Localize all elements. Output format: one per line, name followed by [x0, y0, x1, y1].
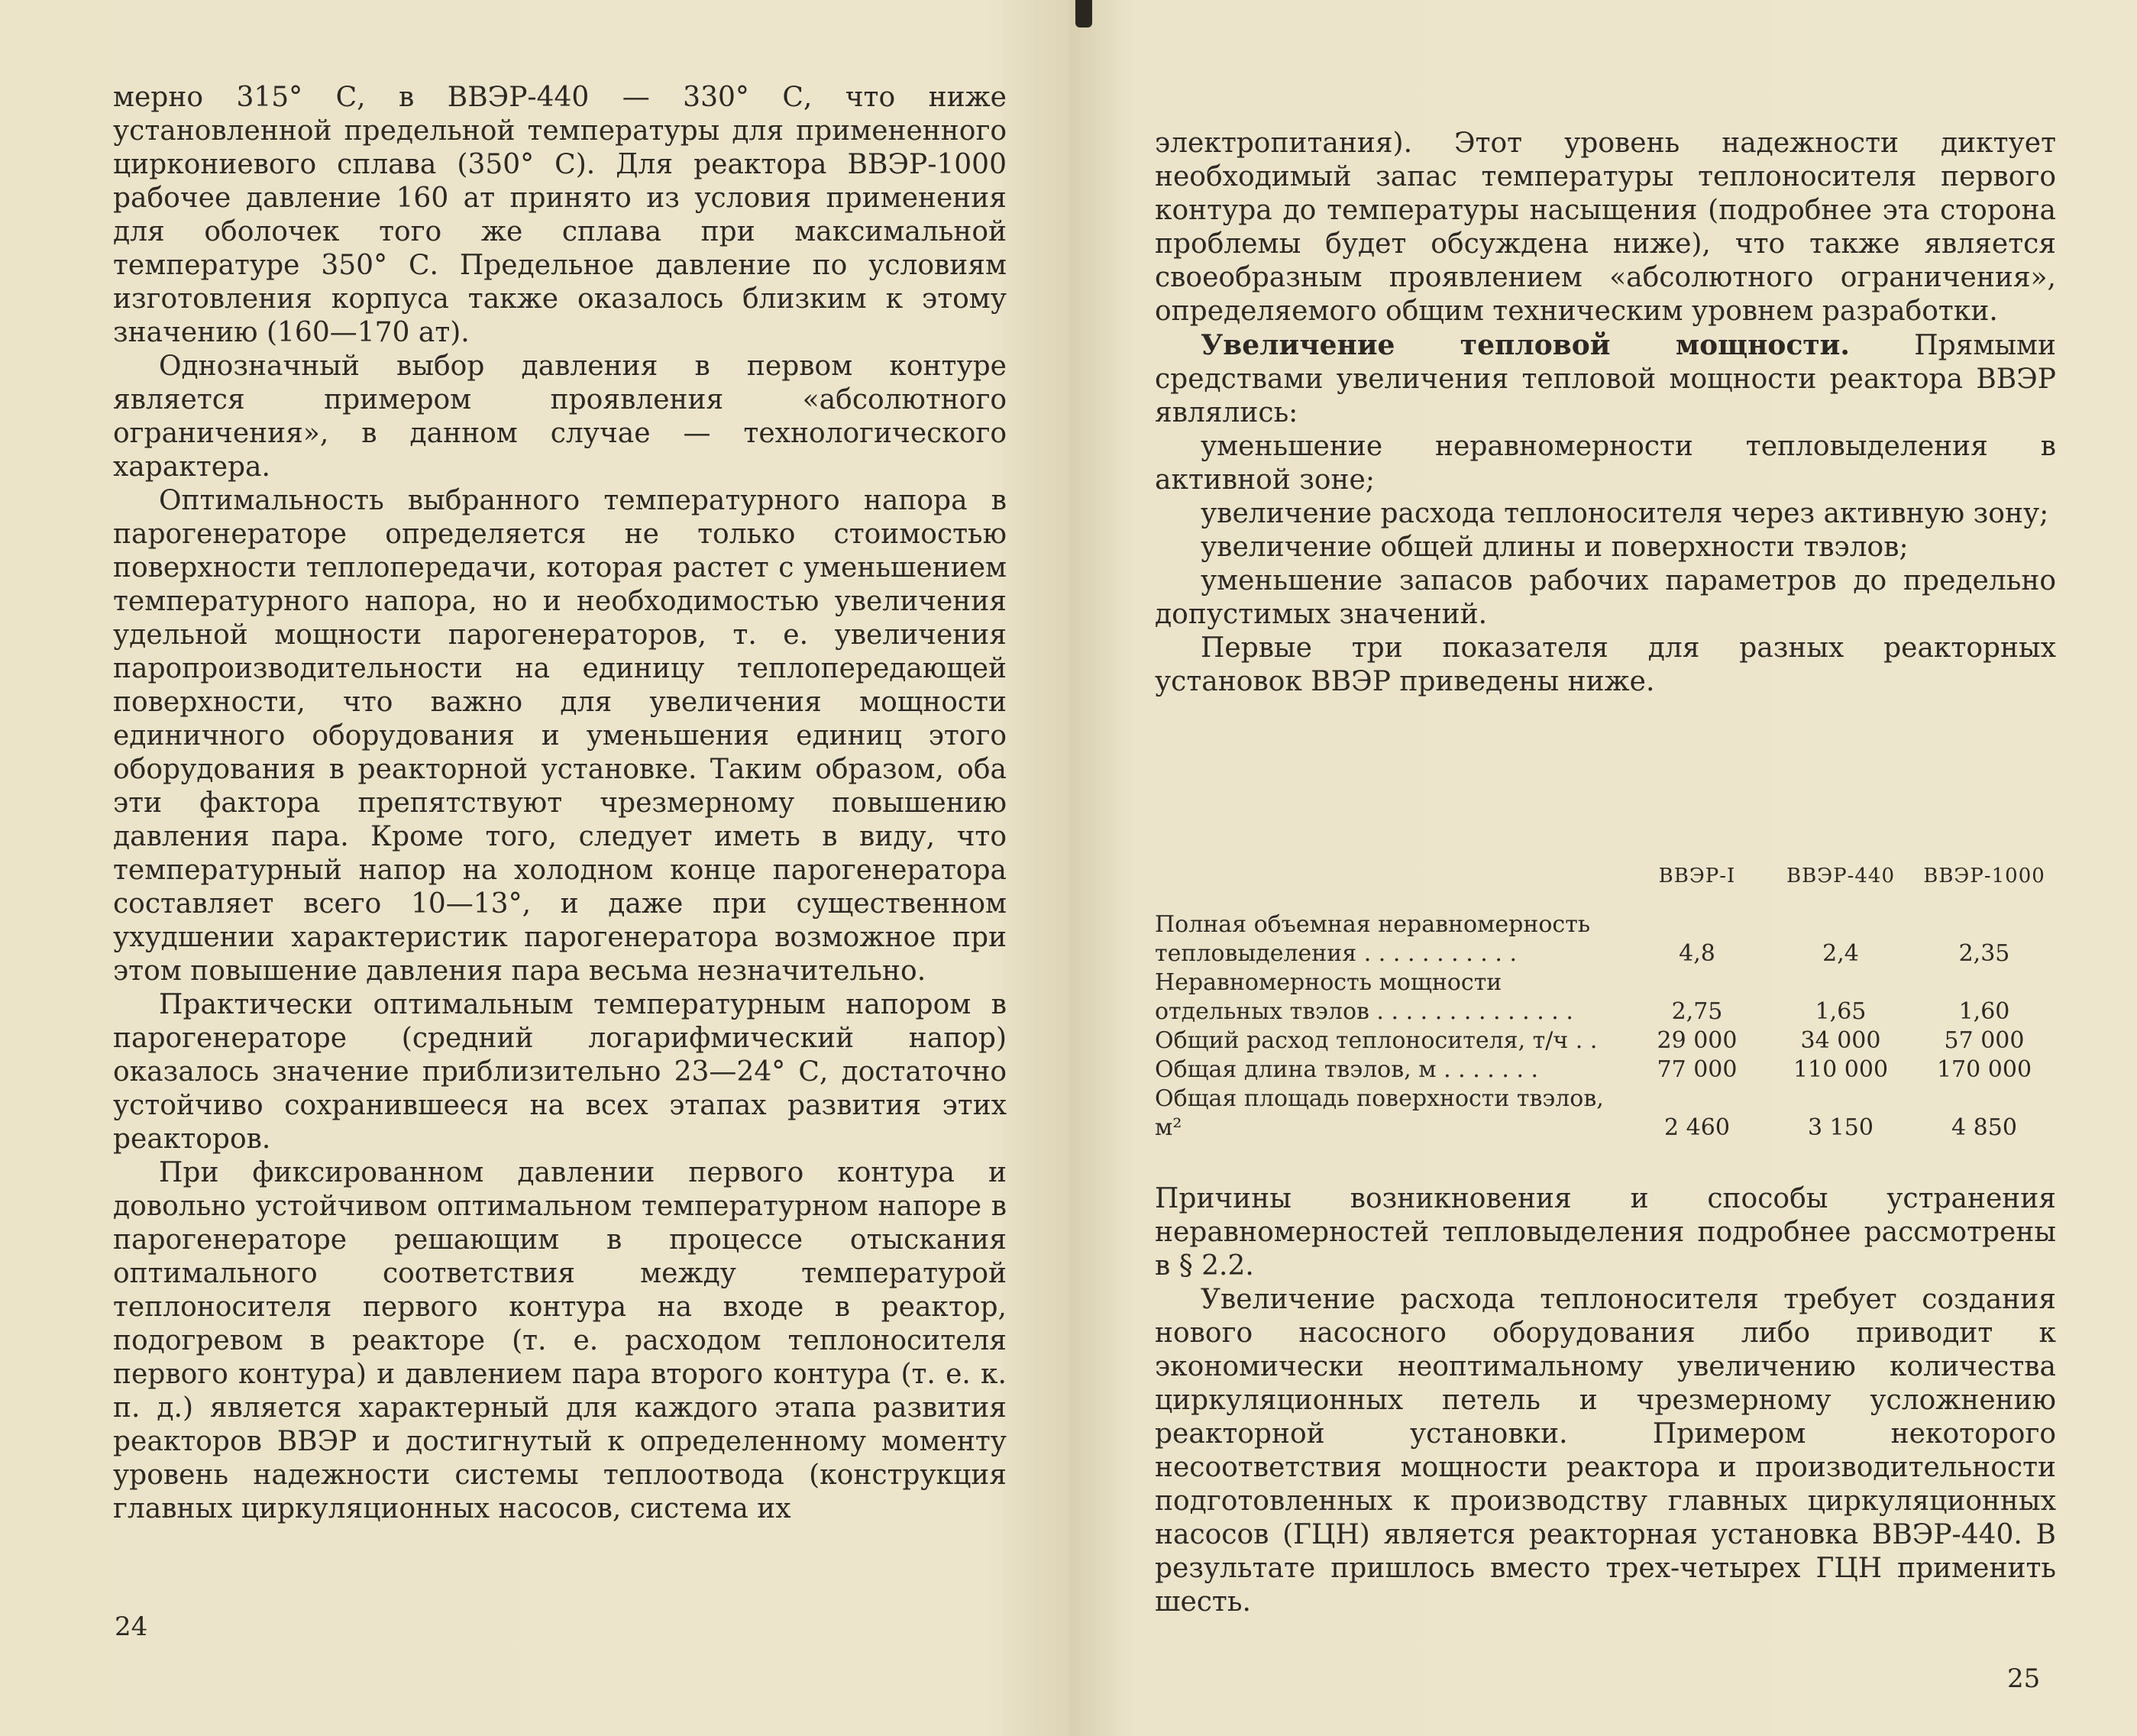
table-row-label: Общая площадь поверхности твэлов, м²: [1155, 1085, 1604, 1141]
left-paragraph-2: Однозначный выбор давления в первом контуре является примером проявления «абсолютного ограничения», в данном случае — технологического характера.: [113, 351, 1007, 483]
page-number-left: 24: [115, 1612, 148, 1642]
list-item-2: увеличение расхода теплоносителя через активную зону;: [1201, 498, 2049, 529]
table-row: [1155, 1056, 2056, 1085]
right-page-top-text: [1155, 127, 2056, 699]
table-cell: 4,8: [1679, 940, 1715, 967]
right-top-paragraph: электропитания). Этот уровень надежности диктует необходимый запас температуры теплоносителя первого контура до температуры насыщения (подробнее эта сторона проблемы будет обсуждена ниже), что также является своеобразным проявлением «абсолютного ограничения», определяемого общим техническим уровнем разработки.: [1155, 128, 2056, 327]
table-cell: 2,4: [1822, 940, 1859, 967]
table-cell: 3 150: [1808, 1114, 1874, 1141]
table-row-label: Общая длина твэлов, м . . . . . . .: [1155, 1056, 1539, 1083]
list-item-4: уменьшение запасов рабочих параметров до предельно допустимых значений.: [1155, 565, 2056, 630]
table-cell: 4 850: [1951, 1114, 2017, 1141]
page-number-right: 25: [2007, 1663, 2041, 1694]
table-cell: 110 000: [1793, 1056, 1889, 1083]
table-cell: 1,60: [1958, 998, 2010, 1025]
table-header-row: [1155, 862, 2056, 891]
table-cell: 2 460: [1664, 1114, 1730, 1141]
table-cell: 29 000: [1657, 1027, 1738, 1054]
left-paragraph-3: Оптимальность выбранного температурного напора в парогенераторе определяется не только стоимостью поверхности теплопередачи, которая растет с уменьшением температурного напора, но и необходимостью увеличения удельной мощности парогенераторов, т. е. увеличения паропроизводительности на единицу теплопередающей поверхности, что важно для увеличения мощности единичного оборудования и уменьшения единиц этого оборудования в реакторной установке. Таким образом, оба эти фактора препятствуют чрезмерному повышению давления пара. Кроме того, следует иметь в виду, что температурный напор на холодном конце парогенератора составляет всего 10—13°, и даже при существенном ухудшении характеристик парогенератора возможное при этом повышение давления пара весьма незначительно.: [113, 485, 1007, 987]
table-row: [1155, 968, 2056, 1026]
table-cell: 57 000: [1944, 1027, 2025, 1054]
left-page-text: [113, 81, 1007, 1526]
table-row: [1155, 1085, 2056, 1143]
section-heading: Увеличение тепловой мощности.: [1201, 329, 1850, 361]
list-item-1: уменьшение неравномерности тепловыделения в активной зоне;: [1155, 431, 2056, 496]
table-row-label: Общий расход теплоносителя, т/ч . .: [1155, 1027, 1598, 1054]
section-paragraph: [1155, 328, 2056, 430]
table-cell: 1,65: [1815, 998, 1867, 1025]
table-header-cell: ВВЭР-440: [1786, 865, 1895, 887]
section-intro: Прямыми средствами увеличения тепловой мощности реактора ВВЭР являлись:: [1155, 330, 2056, 428]
right-bottom-paragraph-2: Увеличение расхода теплоносителя требует создания нового насосного оборудования либо приводит к экономически неоптимальному увеличению количества циркуляционных петель и чрезмерному усложнению реакторной установки. Примером некоторого несоответствия мощности реактора и производительности подготовленных к производству главных циркуляционных насосов (ГЦН) является реакторная установка ВВЭР-440. В результате пришлось вместо трех-четырех ГЦН применить шесть.: [1155, 1284, 2056, 1618]
table-row-label: Неравномерность мощности отдельных твэлов . . . . . . . . . . . . . .: [1155, 969, 1573, 1025]
left-paragraph-4: Практически оптимальным температурным напором в парогенераторе (средний логарифмический напор) оказалось значение приблизительно 23—24° С, достаточно устойчиво сохранившееся на всех этапах развития этих реакторов.: [113, 989, 1007, 1155]
left-paragraph-1: мерно 315° С, в ВВЭР-440 — 330° С, что ниже установленной предельной температуры для примененного циркониевого сплава (350° С). Для реактора ВВЭР-1000 рабочее давление 160 ат принято из условия применения для оболочек того же сплава при максимальной температуре 350° С. Предельное давление по условиям изготовления корпуса также оказалось близким к этому значению (160—170 ат).: [113, 82, 1007, 348]
table-cell: 34 000: [1800, 1027, 1881, 1054]
table-row: [1155, 910, 2056, 968]
table-cell: 77 000: [1657, 1056, 1738, 1083]
binding-mark: [1075, 0, 1092, 27]
table-cell: 170 000: [1936, 1056, 2032, 1083]
table-row-label: Полная объемная неравномерность тепловыделения . . . . . . . . . . .: [1155, 911, 1591, 967]
table-header-cell: ВВЭР-I: [1658, 865, 1736, 887]
table-header-cell: ВВЭР-1000: [1923, 865, 2045, 887]
parameters-table: [1155, 862, 2056, 1143]
right-page-bottom-text: [1155, 1182, 2056, 1619]
table-row: [1155, 1026, 2056, 1056]
table-intro: Первые три показателя для разных реакторных установок ВВЭР приведены ниже.: [1155, 632, 2056, 697]
list-item-3: увеличение общей длины и поверхности твэлов;: [1201, 532, 1909, 563]
table-cell: 2,35: [1958, 940, 2010, 967]
left-paragraph-5: При фиксированном давлении первого контура и довольно устойчивом оптимальном температурном напоре в парогенераторе решающим в процессе отыскания оптимального соответствия между температурой теплоносителя первого контура на входе в реактор, подогревом в реакторе (т. е. расходом теплоносителя первого контура) и давлением пара второго контура (т. е. к. п. д.) является характерный для каждого этапа развития реакторов ВВЭР и достигнутый к определенному моменту уровень надежности системы теплоотвода (конструкция главных циркуляционных насосов, система их: [113, 1157, 1007, 1524]
right-bottom-paragraph-1: Причины возникновения и способы устранения неравномерностей тепловыделения подробнее рассмотрены в § 2.2.: [1155, 1183, 2056, 1282]
table-cell: 2,75: [1671, 998, 1723, 1025]
